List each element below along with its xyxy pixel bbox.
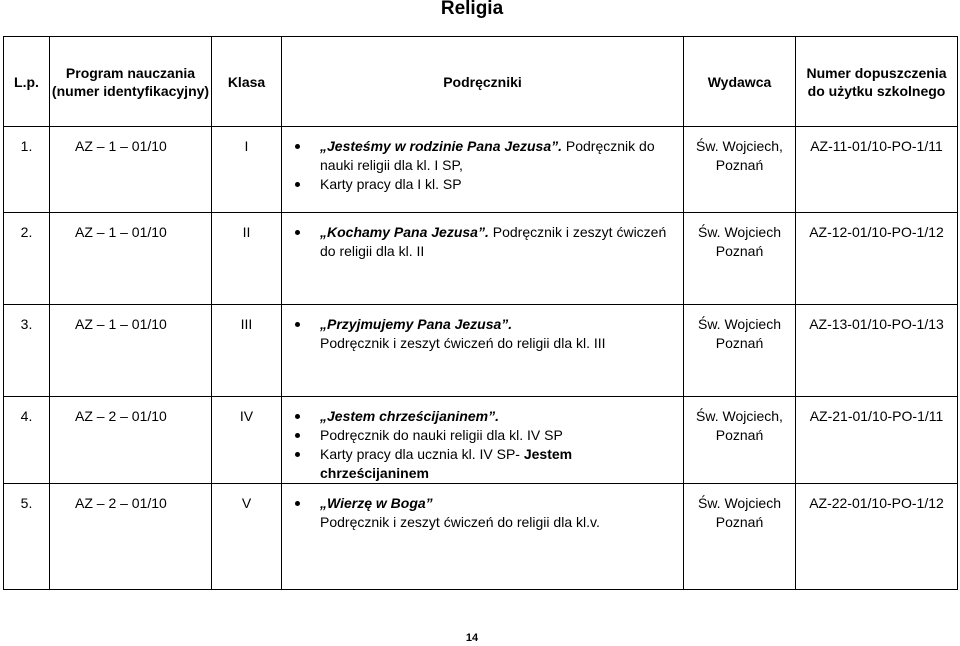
row-wydawca [684,484,795,532]
row-klasa: V [241,495,252,511]
header-numer [796,37,958,127]
row-lp: 1. [20,138,33,154]
row-program: AZ – 2 – 01/10 [75,408,167,424]
publisher-city: Poznań [715,514,764,530]
header-lp: L.p. [4,37,50,127]
header-numer-line2: do użytku szkolnego [807,82,946,99]
header-podreczniki: Podręczniki [282,37,684,127]
publisher-name: Św. Wojciech, [696,138,783,154]
table-row [4,305,958,397]
row-program: AZ – 1 – 01/10 [75,138,167,154]
page-title: Religia [440,0,504,19]
book-list [282,315,683,353]
book-item [320,426,683,445]
row-program: AZ – 2 – 01/10 [75,495,167,511]
table-row [4,397,958,484]
book-item [320,223,683,261]
book-description: Podręcznik i zeszyt ćwiczeń do religii dla kl. II [320,224,667,259]
row-numer: AZ-12-01/10-PO-1/12 [809,224,944,240]
row-lp: 2. [20,224,33,240]
header-program [50,37,212,127]
book-item [320,137,683,175]
row-klasa: IV [239,408,254,424]
book-title: „Jestem chrześcijaninem”. [320,408,499,424]
header-klasa: Klasa [212,37,282,127]
book-list [282,494,683,532]
publisher-name: Św. Wojciech [698,495,781,511]
book-item [320,175,683,194]
publisher-city: Poznań [715,157,764,173]
book-title: „Jesteśmy w rodzinie Pana Jezusa”. [320,138,562,154]
book-list [282,223,683,261]
header-program-line1: Program nauczania [65,64,196,81]
row-klasa: III [240,316,253,332]
header-numer-line1: Numer dopuszczenia [806,64,947,81]
book-list [282,407,683,483]
row-wydawca [684,213,795,261]
book-description: Podręcznik i zeszyt ćwiczeń do religii dla kl. III [320,335,606,351]
row-wydawca [684,397,795,445]
header-wydawca: Wydawca [684,37,796,127]
row-wydawca [684,127,795,175]
textbook-table [3,36,958,590]
row-numer: AZ-22-01/10-PO-1/12 [809,495,944,511]
publisher-city: Poznań [715,427,764,443]
book-description: Karty pracy dla ucznia kl. IV SP- [320,446,520,462]
row-numer: AZ-13-01/10-PO-1/13 [809,316,944,332]
row-lp: 4. [20,408,33,424]
row-program: AZ – 1 – 01/10 [75,224,167,240]
page-number: 14 [465,632,479,644]
book-description: Karty pracy dla I kl. SP [320,176,462,192]
table-row [4,127,958,213]
publisher-name: Św. Wojciech [698,224,781,240]
book-description: Podręcznik do nauki religii dla kl. IV SP [320,427,563,443]
row-klasa: II [242,224,251,240]
publisher-name: Św. Wojciech, [696,408,783,424]
book-title: „Przyjmujemy Pana Jezusa”. [320,316,513,332]
book-title: „Kochamy Pana Jezusa”. [320,224,489,240]
row-numer: AZ-11-01/10-PO-1/11 [810,138,943,154]
table-row [4,484,958,590]
book-title: „Wierzę w Boga” [320,495,433,511]
book-item [320,513,683,532]
book-description: Podręcznik do nauki religii dla kl. I SP, [320,138,655,173]
book-item [320,445,683,483]
publisher-city: Poznań [715,243,764,259]
book-item [320,334,683,353]
book-item [320,407,683,426]
book-title: Jestem chrześcijaninem [320,446,573,481]
publisher-city: Poznań [715,335,764,351]
header-program-line2: (numer identyfikacyjny) [51,82,210,99]
book-item [320,315,683,334]
row-numer: AZ-21-01/10-PO-1/11 [809,408,944,424]
table-header-row [4,37,958,127]
row-wydawca [684,305,795,353]
row-klasa: I [244,138,249,154]
publisher-name: Św. Wojciech [698,316,781,332]
book-description: Podręcznik i zeszyt ćwiczeń do religii dla kl.v. [320,514,600,530]
table-row [4,213,958,305]
book-item [320,494,683,513]
row-lp: 3. [20,316,33,332]
book-list [282,137,683,194]
row-lp: 5. [20,495,33,511]
row-program: AZ – 1 – 01/10 [75,316,167,332]
